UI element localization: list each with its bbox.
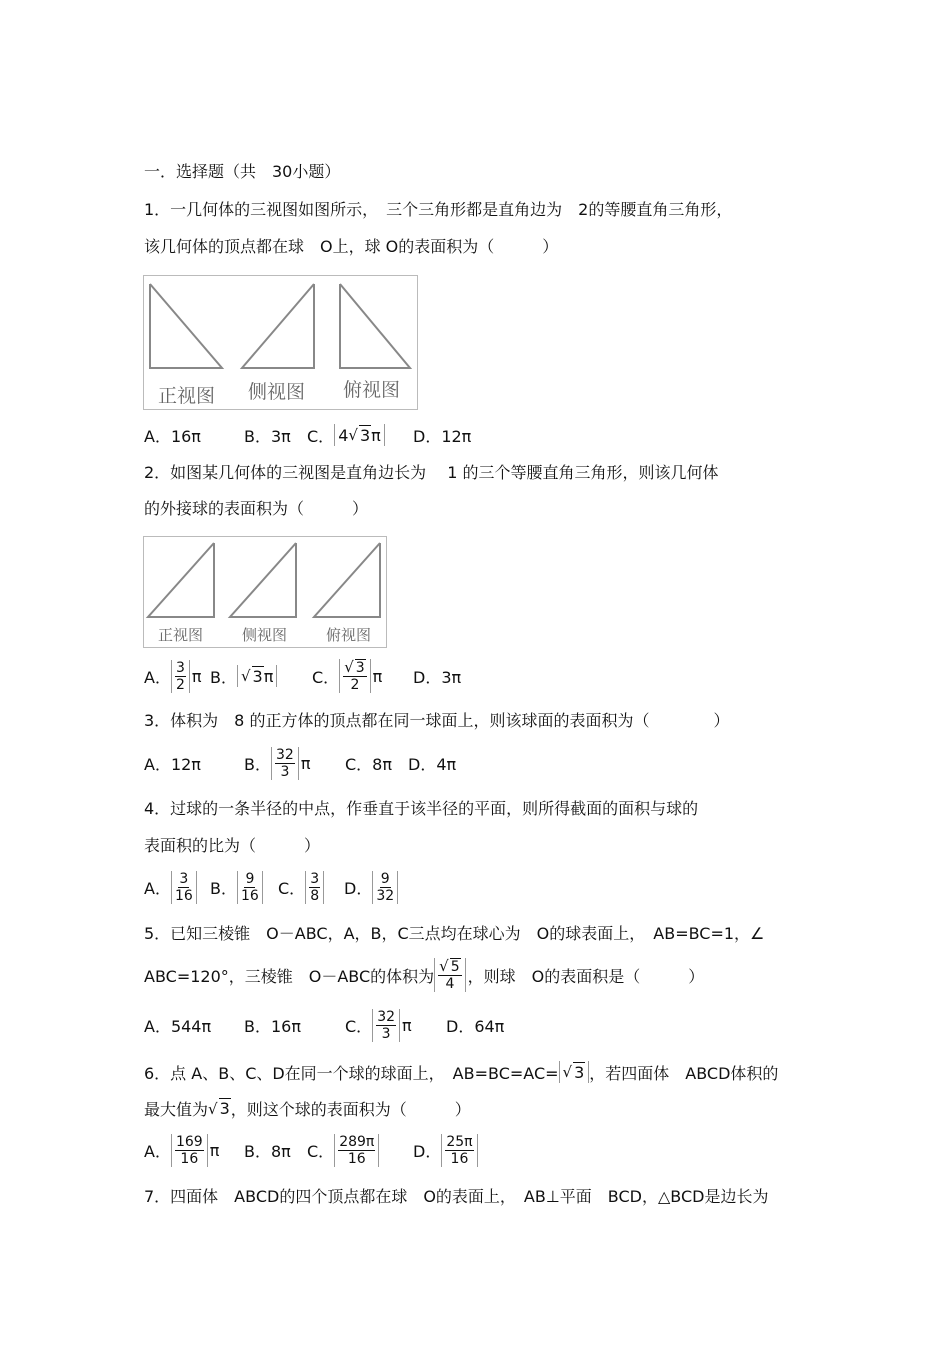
q1-option-c[interactable] [307, 415, 385, 455]
q5-option-b[interactable]: B．16π [244, 1016, 301, 1036]
q1-option-c-radicand: 3 [359, 426, 371, 445]
q4-option-c[interactable] [278, 867, 326, 907]
q2-three-view-figure [143, 536, 387, 648]
q2-option-b-pi: π [263, 666, 274, 686]
q1-view-label-top: 俯视图 [343, 379, 401, 401]
q4-option-b-fraction [237, 871, 263, 904]
q6-option-c-denominator: 16 [347, 1150, 366, 1167]
q2-option-d[interactable]: D．3π [413, 667, 462, 687]
q6-option-c-fraction [334, 1134, 379, 1167]
q6-side-length-radicand: 3 [574, 1063, 585, 1082]
q1-option-c-pi: π [371, 425, 381, 445]
q5-option-c-numerator: 32 [377, 1008, 396, 1025]
q4-option-a-numerator: 3 [179, 870, 189, 887]
q1-options [144, 415, 844, 455]
q1-option-c-expr [334, 424, 385, 446]
q6-stem-line1-text-b: ，若四面体 ABCD体积的 [589, 1063, 779, 1083]
q6-option-c-numerator: 289π [339, 1133, 375, 1150]
q4-option-d-numerator: 9 [380, 870, 390, 887]
q3-option-c[interactable]: C．8π [345, 754, 392, 774]
q2-option-c-radicand: 3 [355, 660, 365, 676]
q5-option-a[interactable]: A．544π [144, 1016, 212, 1036]
q6-option-a-fraction [171, 1134, 208, 1167]
q6-option-a-prefix: A． [144, 1141, 171, 1161]
q2-option-c-fraction [339, 659, 370, 693]
q6-side-length-expr [559, 1061, 590, 1083]
q2-stem-line1: 2．如图某几何体的三视图是直角边长为 1 的三个等腰直角三角形，则该几何体 [144, 463, 719, 482]
q6-option-d-prefix: D． [413, 1141, 442, 1161]
q5-option-d[interactable]: D．64π [446, 1016, 505, 1036]
q5-stem-line2-content [144, 955, 704, 995]
q6-stem-line2-content [144, 1088, 471, 1128]
q5-stem-line2-text-a: ABC=120°，三棱锥 O－ABC的体积为 [144, 966, 435, 986]
q1-view-label-side: 侧视图 [248, 381, 306, 403]
q2-option-b-radicand: 3 [252, 667, 263, 686]
q4-option-c-numerator: 3 [310, 870, 320, 887]
q6-option-d[interactable] [413, 1130, 480, 1170]
q5-option-c-denominator: 3 [381, 1025, 391, 1042]
q2-option-a[interactable] [144, 656, 202, 696]
q6-stem-line2-text-a: 最大值为 [144, 1099, 209, 1119]
q6-options [144, 1130, 844, 1170]
q2-side-view-triangle [230, 543, 296, 617]
sqrt-icon: √ [240, 667, 251, 685]
q2-option-a-prefix: A． [144, 667, 171, 687]
q4-option-b-numerator: 9 [245, 870, 255, 887]
q4-option-d-fraction [372, 871, 398, 904]
q6-max-volume-expr [208, 1099, 231, 1118]
q3-option-a[interactable]: A．12π [144, 754, 201, 774]
q4-stem-line2: 表面积的比为（ ） [144, 836, 321, 855]
q6-max-volume-radicand: 3 [219, 1098, 230, 1118]
q2-option-b-prefix: B． [210, 667, 237, 687]
q6-stem-line1 [144, 1052, 824, 1092]
q2-option-a-denominator: 2 [175, 676, 185, 693]
q3-option-d[interactable]: D．4π [408, 754, 457, 774]
q1-option-c-coef: 4 [338, 425, 349, 445]
q1-top-view-triangle [340, 284, 410, 368]
q2-option-b[interactable] [210, 656, 277, 696]
q2-option-a-numerator: 3 [175, 659, 185, 676]
q5-volume-radicand: 5 [450, 959, 460, 975]
q3-option-b-pi: π [300, 753, 311, 773]
q4-option-d-prefix: D． [344, 878, 373, 898]
sqrt-icon: √ [344, 658, 354, 676]
q2-view-label-top: 俯视图 [326, 626, 372, 644]
q5-option-c-prefix: C． [345, 1016, 373, 1036]
q3-option-b-numerator: 32 [275, 746, 294, 763]
q6-option-c-prefix: C． [307, 1141, 335, 1161]
q6-option-c[interactable] [307, 1130, 381, 1170]
section-heading: 一．选择题（共 30小题） [144, 162, 341, 181]
q5-stem-line1: 5．已知三棱锥 O－ABC，A，B，C三点均在球心为 O的球表面上， AB=BC=1，∠ [144, 924, 765, 943]
q4-option-c-fraction [305, 871, 324, 904]
q6-option-d-denominator: 16 [450, 1150, 469, 1167]
q2-stem-line2: 的外接球的表面积为（ ） [144, 499, 369, 518]
q4-option-d[interactable] [344, 867, 400, 907]
q3-option-b-fraction [271, 747, 299, 780]
q5-options [144, 1005, 844, 1045]
q2-option-b-expr [237, 665, 277, 687]
q6-stem-line2-text-b: ，则这个球的表面积为（ ） [230, 1099, 471, 1119]
q1-option-c-prefix: C． [307, 426, 335, 446]
q1-option-a[interactable]: A．16π [144, 426, 201, 446]
q1-front-view-triangle [150, 284, 222, 368]
q3-options [144, 743, 844, 783]
q1-option-d[interactable]: D．12π [413, 426, 472, 446]
q2-view-label-front: 正视图 [158, 626, 204, 644]
q3-option-b[interactable] [244, 743, 310, 783]
q4-option-c-denominator: 8 [310, 887, 320, 904]
q5-stem-line2 [144, 955, 864, 995]
q6-option-a[interactable] [144, 1130, 219, 1170]
q5-volume-numerator [438, 958, 461, 976]
q2-option-c-pi: π [372, 666, 383, 686]
q6-stem-line2 [144, 1088, 844, 1128]
q4-option-a[interactable] [144, 867, 199, 907]
q4-option-c-prefix: C． [278, 878, 306, 898]
q1-stem-line1: 1．一几何体的三视图如图所示， 三个三角形都是直角边为 2的等腰直角三角形， [144, 200, 733, 219]
q5-volume-denominator: 4 [445, 976, 455, 992]
q1-side-view-triangle [242, 284, 314, 368]
q2-option-c-denominator: 2 [350, 677, 360, 693]
q6-stem-line1-content [144, 1052, 778, 1092]
q1-view-label-front: 正视图 [158, 385, 216, 407]
q6-stem-line1-text-a: 6．点 A、B、C、D在同一个球的球面上， AB=BC=AC= [144, 1063, 559, 1083]
q2-options [144, 656, 844, 696]
q6-option-d-fraction [441, 1134, 477, 1167]
q1-option-b[interactable]: B．3π [244, 426, 291, 446]
q2-option-a-fraction [171, 660, 190, 693]
q7-stem-line1: 7．四面体 ABCD的四个顶点都在球 O的表面上， AB⊥平面 BCD，△BCD是边长为 [144, 1187, 769, 1206]
q3-option-b-prefix: B． [244, 754, 271, 774]
sqrt-icon: √ [562, 1063, 573, 1081]
q4-option-d-denominator: 32 [376, 887, 395, 904]
q5-stem-line2-text-b: ，则球 O的表面积是（ ） [467, 966, 705, 986]
q4-option-b[interactable] [210, 867, 265, 907]
q6-option-d-numerator: 25π [446, 1133, 473, 1150]
q1-three-view-figure [143, 275, 418, 410]
q2-option-c-prefix: C． [312, 667, 340, 687]
q3-option-b-denominator: 3 [280, 763, 290, 780]
q4-options [144, 867, 844, 907]
sqrt-icon: √ [348, 426, 358, 444]
q2-option-c[interactable] [312, 656, 382, 696]
q1-stem-line2: 该几何体的顶点都在球 O上，球 O的表面积为（ ） [144, 237, 559, 256]
q2-view-label-side: 侧视图 [242, 626, 288, 644]
q2-option-a-pi: π [191, 666, 202, 686]
q4-option-b-prefix: B． [210, 878, 237, 898]
sqrt-icon: √ [208, 1099, 218, 1118]
q6-option-a-numerator: 169 [175, 1133, 203, 1150]
sqrt-icon: √ [439, 957, 449, 975]
q5-option-c-pi: π [402, 1015, 412, 1035]
q5-option-c[interactable] [345, 1005, 412, 1045]
q4-option-a-denominator: 16 [174, 887, 193, 904]
q4-option-b-denominator: 16 [240, 887, 259, 904]
q2-option-c-numerator [343, 659, 366, 677]
q5-volume-fraction [434, 958, 465, 992]
q4-option-a-fraction [171, 871, 197, 904]
q6-option-b[interactable]: B．8π [244, 1141, 291, 1161]
q5-option-c-fraction [372, 1009, 400, 1042]
q4-stem-line1: 4．过球的一条半径的中点，作垂直于该半径的平面，则所得截面的面积与球的 [144, 799, 699, 818]
q3-stem-line1: 3．体积为 8 的正方体的顶点都在同一球面上，则该球面的表面积为（ ） [144, 711, 730, 730]
q4-option-a-prefix: A． [144, 878, 171, 898]
q6-option-a-denominator: 16 [180, 1150, 199, 1167]
q6-option-a-pi: π [209, 1140, 220, 1160]
q2-top-view-triangle [314, 543, 380, 617]
q2-front-view-triangle [148, 543, 214, 617]
